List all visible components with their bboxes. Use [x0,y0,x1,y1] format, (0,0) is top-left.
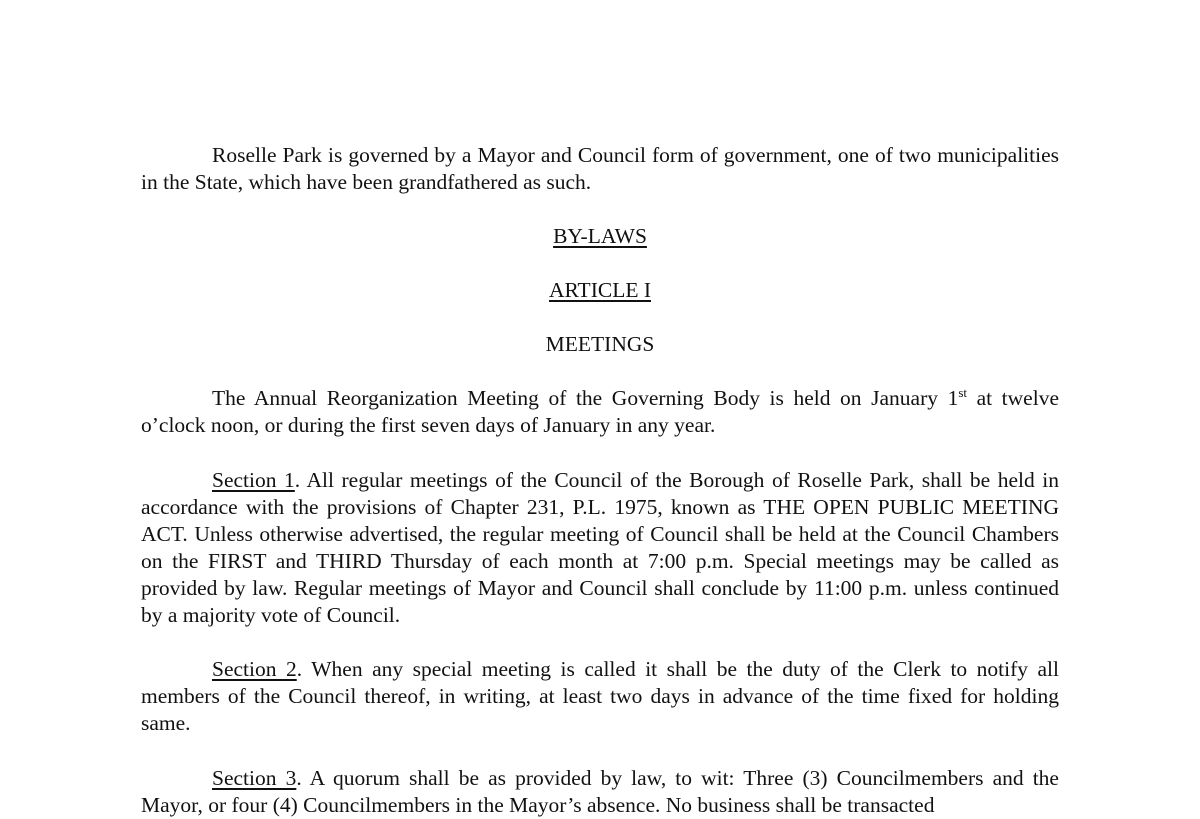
section-1-text: . All regular meetings of the Council of the Borough of Roselle Park, shall be held in accordance with the provisions of Chapter 231, P.L. 1975, known as THE OPEN PUBLIC MEETING ACT. Unless otherwise advertised, the regular meeting of Council shall be held at the Council Chambers on the FIRST and THIRD Thursday of each month at 7:00 p.m. Special meetings may be called as provided by law. Regular meetings of Mayor and Council shall conclude by 11:00 p.m. unless continued by a majority vote of Council. [141,468,1059,627]
bylaws-heading [141,223,1059,250]
section-2-label: Section 2 [212,657,297,681]
section-2-text: . When any special meeting is called it shall be the duty of the Clerk to notify all members of the Council thereof, in writing, at least two days in advance of the time fixed for holding same. [141,657,1060,735]
section-3-label: Section 3 [212,766,297,790]
section-3-paragraph [141,765,1059,819]
section-1-label: Section 1 [212,468,295,492]
section-2-paragraph [141,656,1059,737]
bylaws-heading-text: BY-LAWS [553,224,647,248]
ordinal-suffix: st [958,384,967,400]
article-heading [141,277,1059,304]
article-heading-text: ARTICLE I [548,278,651,302]
annual-meeting-text-end: at twelve o’clock noon, or during the first seven days of January in any year. [141,386,1059,437]
annual-meeting-paragraph [141,385,1059,439]
section-1-paragraph [141,467,1059,629]
annual-meeting-text: The Annual Reorganization Meeting of the Governing Body is held on January 1 [212,386,959,410]
intro-paragraph: Roselle Park is governed by a Mayor and Council form of government, one of two municipalities in the State, which have been grandfathered as such. [141,143,1059,194]
section-3-text: . A quorum shall be as provided by law, to wit: Three (3) Councilmembers and the Mayor, or four (4) Councilmembers in the Mayor’s absence. No business shall be transacted [141,766,1059,817]
meetings-heading: MEETINGS [545,332,655,356]
